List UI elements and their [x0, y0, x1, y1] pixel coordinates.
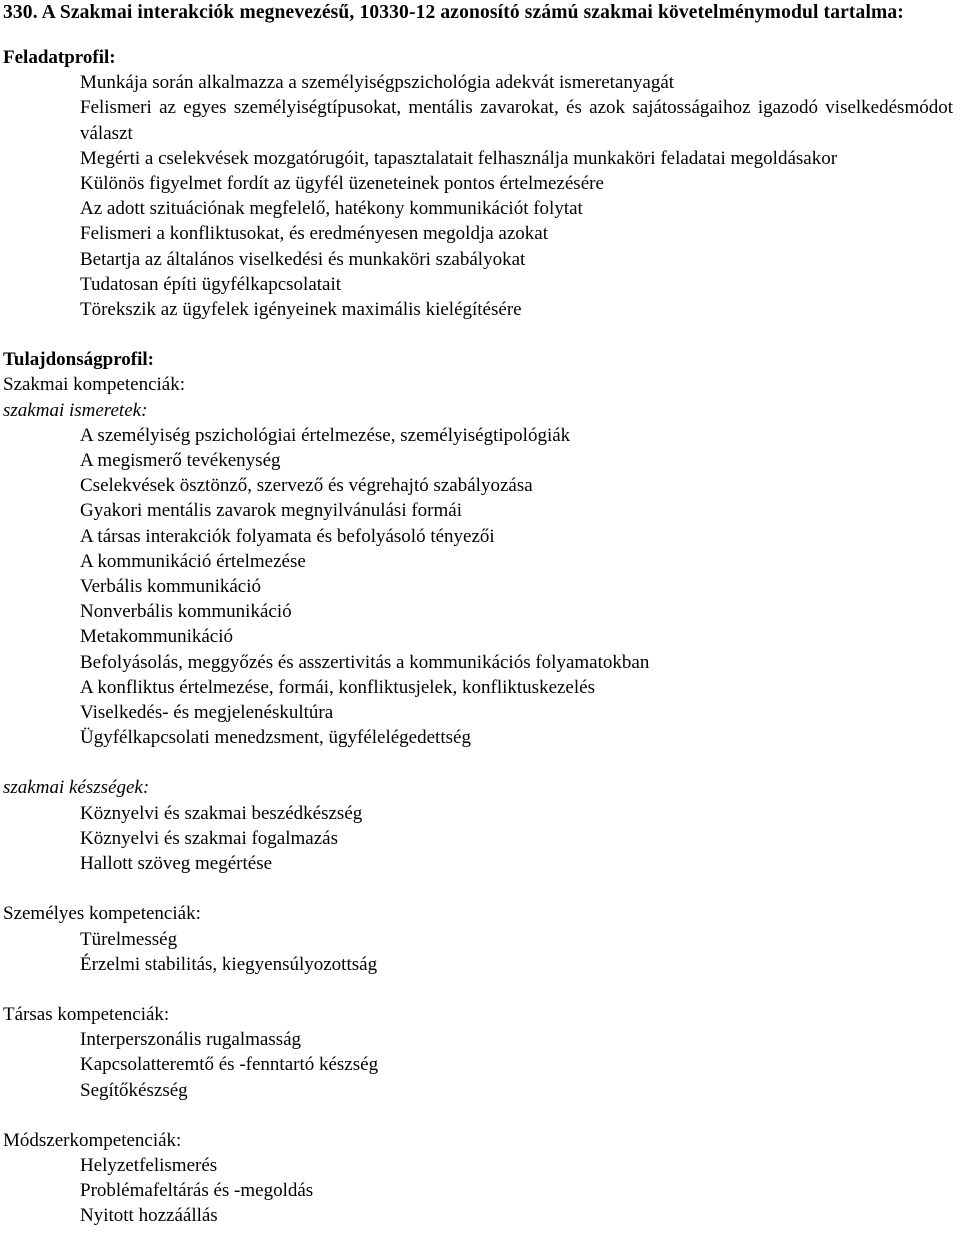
- list-item: Felismeri az egyes személyiségtípusokat, mentális zavarokat, és azok sajátosságaihoz igazodó viselkedésmódot választ: [80, 97, 953, 144]
- list-item: Cselekvések ösztönző, szervező és végrehajtó szabályozása: [80, 475, 533, 497]
- title-block: [3, 0, 960, 25]
- list-item: A megismerő tevékenység: [80, 450, 281, 472]
- list-item: Felismeri a konfliktusokat, és eredményesen megoldja azokat: [80, 223, 548, 245]
- list-item: Munkája során alkalmazza a személyiségpszichológia adekvát ismeretanyagát: [80, 72, 675, 94]
- list-item: Problémafeltárás és -megoldás: [80, 1180, 314, 1202]
- list-item: Verbális kommunikáció: [80, 576, 261, 598]
- list-item: Megérti a cselekvések mozgatórugóit, tapasztalatait felhasználja munkaköri feladatai megoldásakor: [80, 147, 838, 169]
- list-item: Befolyásolás, meggyőzés és asszertivitás a kommunikációs folyamatokban: [80, 651, 650, 673]
- list-item: Kapcsolatteremtő és -fenntartó készség: [80, 1054, 379, 1076]
- list-item: Türelmesség: [80, 928, 178, 950]
- list-item: A konfliktus értelmezése, formái, konfliktusjelek, konfliktuskezelés: [80, 676, 595, 698]
- list-item: Hallott szöveg megértése: [80, 853, 273, 875]
- list-item: Nonverbális kommunikáció: [80, 601, 292, 623]
- list-item: Betartja az általános viselkedési és munkaköri szabályokat: [80, 248, 526, 270]
- list-item: A társas interakciók folyamata és befolyásoló tényezői: [80, 525, 495, 547]
- spacer: [3, 876, 960, 901]
- feladatprofil-heading: Feladatprofil:: [3, 47, 116, 68]
- list-item: Metakommunikáció: [80, 626, 234, 648]
- spacer: [3, 322, 960, 347]
- list-item: Viselkedés- és megjelenéskultúra: [80, 702, 334, 724]
- szakmai-keszsegek-list: [3, 801, 960, 877]
- szakmai-kompetenciak-label: Szakmai kompetenciák:: [3, 374, 186, 396]
- list-item: Különös figyelmet fordít az ügyfél üzeneteinek pontos értelmezésére: [80, 173, 604, 195]
- list-item: Köznyelvi és szakmai beszédkészség: [80, 802, 363, 824]
- list-item: A kommunikáció értelmezése: [80, 550, 306, 572]
- list-item: Az adott szituációnak megfelelő, hatékony kommunikációt folytat: [80, 198, 583, 220]
- modszerkompetenciak-label: Módszerkompetenciák:: [3, 1129, 182, 1151]
- szemelyes-kompetenciak-list: [3, 927, 960, 977]
- list-item: A személyiség pszichológiai értelmezése, személyiségtipológiák: [80, 424, 571, 446]
- tulajdonsagprofil-section: [3, 347, 960, 1228]
- feladatprofil-section: [3, 45, 960, 322]
- list-item: Törekszik az ügyfelek igényeinek maximális kielégítésére: [80, 299, 522, 321]
- list-item: Ügyfélkapcsolati menedzsment, ügyfélelégedettség: [80, 727, 471, 749]
- modszerkompetenciak-list: [3, 1153, 960, 1229]
- szakmai-keszsegek-label: szakmai készségek:: [3, 777, 150, 799]
- tarsas-kompetenciak-label: Társas kompetenciák:: [3, 1003, 170, 1025]
- list-item: Interperszonális rugalmasság: [80, 1029, 302, 1051]
- szemelyes-kompetenciak-label: Személyes kompetenciák:: [3, 903, 201, 925]
- szakmai-ismeretek-label: szakmai ismeretek:: [3, 399, 148, 421]
- tulajdonsagprofil-heading: Tulajdonságprofil:: [3, 349, 154, 371]
- list-item: Nyitott hozzáállás: [80, 1205, 218, 1227]
- list-item: Helyzetfelismerés: [80, 1154, 218, 1176]
- spacer: [3, 750, 960, 775]
- feladatprofil-list: [3, 70, 960, 322]
- list-item: Gyakori mentális zavarok megnyilvánulási formái: [80, 500, 462, 522]
- spacer: [3, 1103, 960, 1128]
- tarsas-kompetenciak-list: [3, 1027, 960, 1103]
- spacer: [3, 25, 960, 45]
- module-title: 330. A Szakmai interakciók megnevezésű, 10330-12 azonosító számú szakmai követelménymodul tartalma:: [3, 2, 904, 23]
- list-item: Köznyelvi és szakmai fogalmazás: [80, 827, 338, 849]
- list-item: Segítőkészség: [80, 1079, 188, 1101]
- list-item: Tudatosan építi ügyfélkapcsolatait: [80, 273, 342, 295]
- szakmai-ismeretek-list: [3, 423, 960, 751]
- spacer: [3, 977, 960, 1002]
- list-item: Érzelmi stabilitás, kiegyensúlyozottság: [80, 953, 378, 975]
